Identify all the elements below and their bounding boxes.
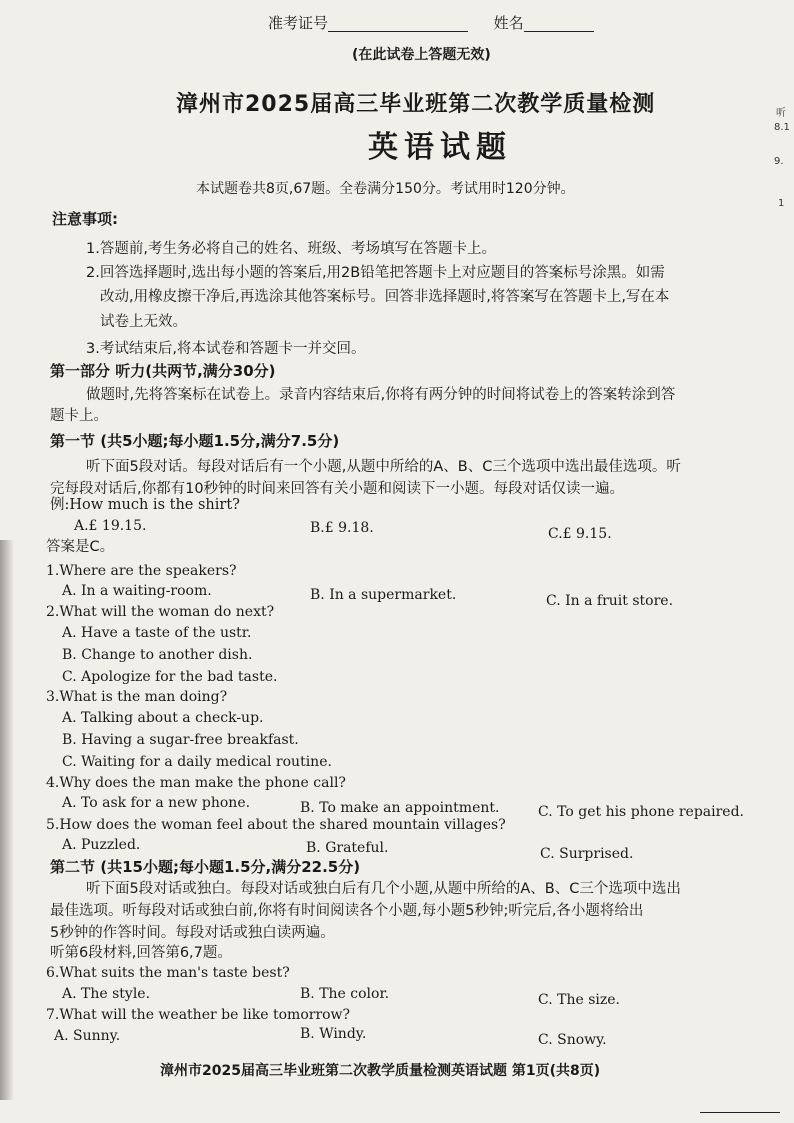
edge-mark-3: 9. bbox=[774, 156, 784, 167]
example-option-b: B.£ 9.18. bbox=[310, 520, 374, 536]
material-6-intro: 听第6段材料,回答第6,7题。 bbox=[50, 945, 232, 961]
q2-option-a: A. Have a taste of the ustr. bbox=[62, 625, 252, 641]
section2-intro-c: 5秒钟的作答时间。每段对话或独白读两遍。 bbox=[50, 925, 335, 941]
note-item-2a: 2.回答选择题时,选出每小题的答案后,用2B铅笔把答题卡上对应题目的答案标号涂黑。如需 bbox=[86, 265, 665, 281]
note-item-2b: 改动,用橡皮擦干净后,再选涂其他答案标号。回答非选择题时,将答案写在答题卡上,写在本 bbox=[100, 289, 670, 305]
q7-option-a: A. Sunny. bbox=[54, 1028, 121, 1044]
edge-mark-4: 1 bbox=[778, 198, 785, 209]
section1-intro-a: 听下面5段对话。每段对话后有一个小题,从题中所给的A、B、C三个选项中选出最佳选项。听 bbox=[86, 459, 681, 475]
name-blank[interactable] bbox=[524, 17, 594, 32]
q4-option-a: A. To ask for a new phone. bbox=[62, 795, 251, 811]
note-item-3: 3.考试结束后,将本试卷和答题卡一并交回。 bbox=[86, 341, 366, 357]
question-7: 7.What will the weather be like tomorrow? bbox=[46, 1007, 351, 1023]
section2-intro-b: 最佳选项。听每段对话或独白前,你将有时间阅读各个小题,每小题5秒钟;听完后,各小题将给出 bbox=[50, 903, 644, 919]
q1-option-b: B. In a supermarket. bbox=[310, 587, 457, 603]
subject-title: 英语试题 bbox=[368, 130, 512, 165]
q2-option-b: B. Change to another dish. bbox=[62, 647, 253, 663]
question-3: 3.What is the man doing? bbox=[46, 689, 228, 705]
question-5: 5.How does the woman feel about the shared mountain villages? bbox=[46, 817, 506, 833]
exam-summary: 本试题卷共8页,67题。全卷满分150分。考试用时120分钟。 bbox=[196, 181, 575, 197]
ticket-number-line bbox=[268, 14, 594, 32]
part1-heading: 第一部分 听力(共两节,满分30分) bbox=[50, 362, 276, 380]
edge-mark-2: 8.1 bbox=[774, 122, 790, 133]
ticket-blank[interactable] bbox=[328, 17, 468, 32]
example-answer: 答案是C。 bbox=[46, 539, 115, 555]
q6-option-c: C. The size. bbox=[538, 992, 620, 1008]
question-1: 1.Where are the speakers? bbox=[46, 563, 237, 579]
q5-option-a: A. Puzzled. bbox=[62, 837, 141, 853]
scan-edge-shadow bbox=[0, 540, 14, 1100]
question-4: 4.Why does the man make the phone call? bbox=[46, 775, 346, 791]
section2-heading: 第二节 (共15小题;每小题1.5分,满分22.5分) bbox=[50, 858, 361, 876]
footer-rule bbox=[700, 1112, 780, 1113]
example-option-c: C.£ 9.15. bbox=[548, 526, 612, 542]
notes-heading: 注意事项: bbox=[52, 210, 118, 228]
part1-intro-b: 题卡上。 bbox=[50, 408, 108, 424]
example-option-a: A.£ 19.15. bbox=[74, 518, 147, 534]
q7-option-b: B. Windy. bbox=[300, 1026, 367, 1042]
edge-mark-1: 听 bbox=[776, 108, 786, 119]
q3-option-a: A. Talking about a check-up. bbox=[62, 710, 264, 726]
q1-option-a: A. In a waiting-room. bbox=[62, 583, 212, 599]
q4-option-b: B. To make an appointment. bbox=[300, 800, 500, 816]
section1-intro-b: 完每段对话后,你都有10秒钟的时间来回答有关小题和阅读下一小题。每段对话仅读一遍。 bbox=[50, 481, 625, 497]
invalid-notice: (在此试卷上答题无效) bbox=[352, 47, 491, 63]
q6-option-b: B. The color. bbox=[300, 986, 390, 1002]
q3-option-c: C. Waiting for a daily medical routine. bbox=[62, 754, 332, 770]
page-footer: 漳州市2025届高三毕业班第二次教学质量检测英语试题 第1页(共8页) bbox=[160, 1063, 601, 1079]
q3-option-b: B. Having a sugar-free breakfast. bbox=[62, 732, 299, 748]
exam-title: 漳州市2025届高三毕业班第二次教学质量检测 bbox=[176, 92, 656, 117]
q7-option-c: C. Snowy. bbox=[538, 1032, 607, 1048]
q2-option-c: C. Apologize for the bad taste. bbox=[62, 669, 278, 685]
name-label: 姓名 bbox=[493, 14, 524, 32]
ticket-label: 准考证号 bbox=[268, 14, 329, 32]
example-question: 例:How much is the shirt? bbox=[50, 497, 240, 513]
q1-option-c: C. In a fruit store. bbox=[546, 593, 674, 609]
question-6: 6.What suits the man's taste best? bbox=[46, 965, 290, 981]
note-item-2c: 试卷上无效。 bbox=[100, 314, 187, 330]
section2-intro-a: 听下面5段对话或独白。每段对话或独白后有几个小题,从题中所给的A、B、C三个选项中选出 bbox=[86, 881, 681, 897]
section1-heading: 第一节 (共5小题;每小题1.5分,满分7.5分) bbox=[50, 432, 340, 450]
part1-intro-a: 做题时,先将答案标在试卷上。录音内容结束后,你将有两分钟的时间将试卷上的答案转涂到答 bbox=[86, 387, 676, 403]
q4-option-c: C. To get his phone repaired. bbox=[538, 804, 745, 820]
q6-option-a: A. The style. bbox=[62, 986, 151, 1002]
note-item-1: 1.答题前,考生务必将自己的姓名、班级、考场填写在答题卡上。 bbox=[86, 241, 496, 257]
adjacent-page-edge bbox=[768, 90, 794, 250]
question-2: 2.What will the woman do next? bbox=[46, 604, 275, 620]
q5-option-b: B. Grateful. bbox=[306, 840, 389, 856]
q5-option-c: C. Surprised. bbox=[540, 846, 634, 862]
